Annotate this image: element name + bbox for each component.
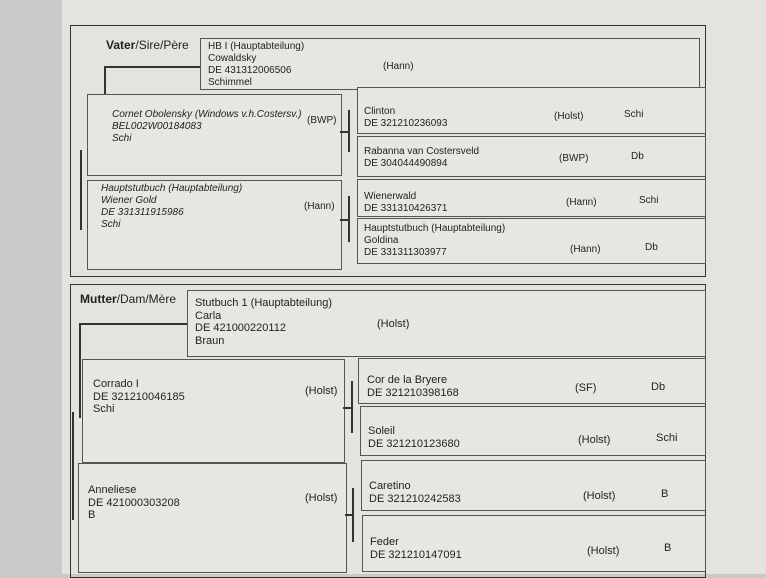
text: Caretino [369,480,411,492]
text: Goldina [364,235,399,246]
heading-bold: Vater [106,38,136,52]
ancestor-color: Db [631,151,644,162]
dam-heading [80,292,176,306]
sire-info [208,41,304,89]
dam-breed: (Holst) [377,318,410,330]
sire-breed: (Hann) [383,61,414,72]
dam-info [195,297,332,347]
ancestor-breed: (BWP) [559,153,589,164]
ancestor-color: B [664,542,672,554]
text: Cor de la Bryere [367,374,448,386]
text: Stutbuch 1 (Hauptabteilung) [195,297,332,309]
ancestor-info [369,480,461,505]
connector [79,323,81,418]
connector [104,66,200,68]
text: B [88,509,96,521]
ancestor-info [364,106,447,130]
connector [72,412,74,520]
text: DE 321210398168 [367,386,459,399]
text: Corrado I [93,378,139,390]
ancestor-color: Schi [656,432,678,444]
ancestor-info [364,223,505,259]
granddam-breed: (Holst) [305,492,338,504]
text: Feder [370,536,399,548]
grandsire-breed: (BWP) [307,115,337,126]
text: DE 331310426371 [364,203,448,214]
text: Anneliese [88,484,137,496]
ancestor-info [370,536,462,561]
connector [343,407,352,409]
granddam-info [101,183,242,231]
text: DE 321210242583 [369,492,461,505]
ancestor-color: Db [645,242,658,253]
text: DE 331311915986 [101,207,184,218]
text: Soleil [368,425,395,437]
ancestor-color: Schi [624,109,644,120]
ancestor-breed: (Hann) [570,244,601,255]
granddam-info [88,484,180,522]
text: Cornet Obolensky (Windows v.h.Costersv.) [112,109,302,120]
text: DE 421000303208 [88,496,180,509]
text: Rabanna van Costersveld [364,146,480,157]
connector [345,514,353,516]
text: DE 421000220112 [195,322,286,334]
text: Hauptstutbuch (Hauptabteilung) [101,183,243,194]
text: DE 321210147091 [370,548,462,561]
text: Schi [112,133,132,144]
text: Hauptstutbuch (Hauptabteilung) [364,223,506,234]
ancestor-breed: (Holst) [578,434,611,446]
connector [80,150,82,230]
heading-rest: /Sire/Père [135,38,189,52]
ancestor-color: Db [651,381,666,393]
ancestor-color: Schi [639,195,659,206]
text: DE 321210123680 [368,437,460,450]
connector [340,131,349,133]
ancestor-color: B [661,488,669,500]
ancestor-breed: (Holst) [587,545,620,557]
text: DE 331311303977 [364,247,447,258]
grandsire-info [112,109,302,145]
grandsire-info [93,378,185,416]
heading-bold: Mutter [80,292,117,306]
text: Schimmel [208,77,252,88]
text: DE 321210236093 [364,118,448,129]
ancestor-breed: (SF) [575,382,597,394]
ancestor-info [364,146,479,170]
sire-heading [106,38,189,52]
ancestor-breed: (Holst) [554,111,584,122]
text: Schi [101,219,121,230]
text: Carla [195,309,222,322]
text: DE 321210046185 [93,390,185,403]
text: Cowaldsky [208,53,257,64]
connector [340,219,349,221]
ancestor-info [364,191,447,215]
grandsire-breed: (Holst) [305,385,338,397]
text: Wienerwald [364,191,417,202]
ancestor-info [367,374,459,399]
text: Braun [195,334,225,347]
text: BEL002W00184083 [112,121,202,132]
granddam-breed: (Hann) [304,201,335,212]
ancestor-info [368,425,460,450]
text: DE 304044490894 [364,158,448,169]
text: Clinton [364,106,396,117]
text: DE 431312006506 [208,65,292,76]
heading-rest: /Dam/Mère [116,292,177,306]
ancestor-breed: (Holst) [583,490,616,502]
text: HB I (Hauptabteilung) [208,41,305,52]
text: Schi [93,403,115,415]
text: Wiener Gold [101,195,157,206]
connector [79,323,187,325]
ancestor-breed: (Hann) [566,197,597,208]
